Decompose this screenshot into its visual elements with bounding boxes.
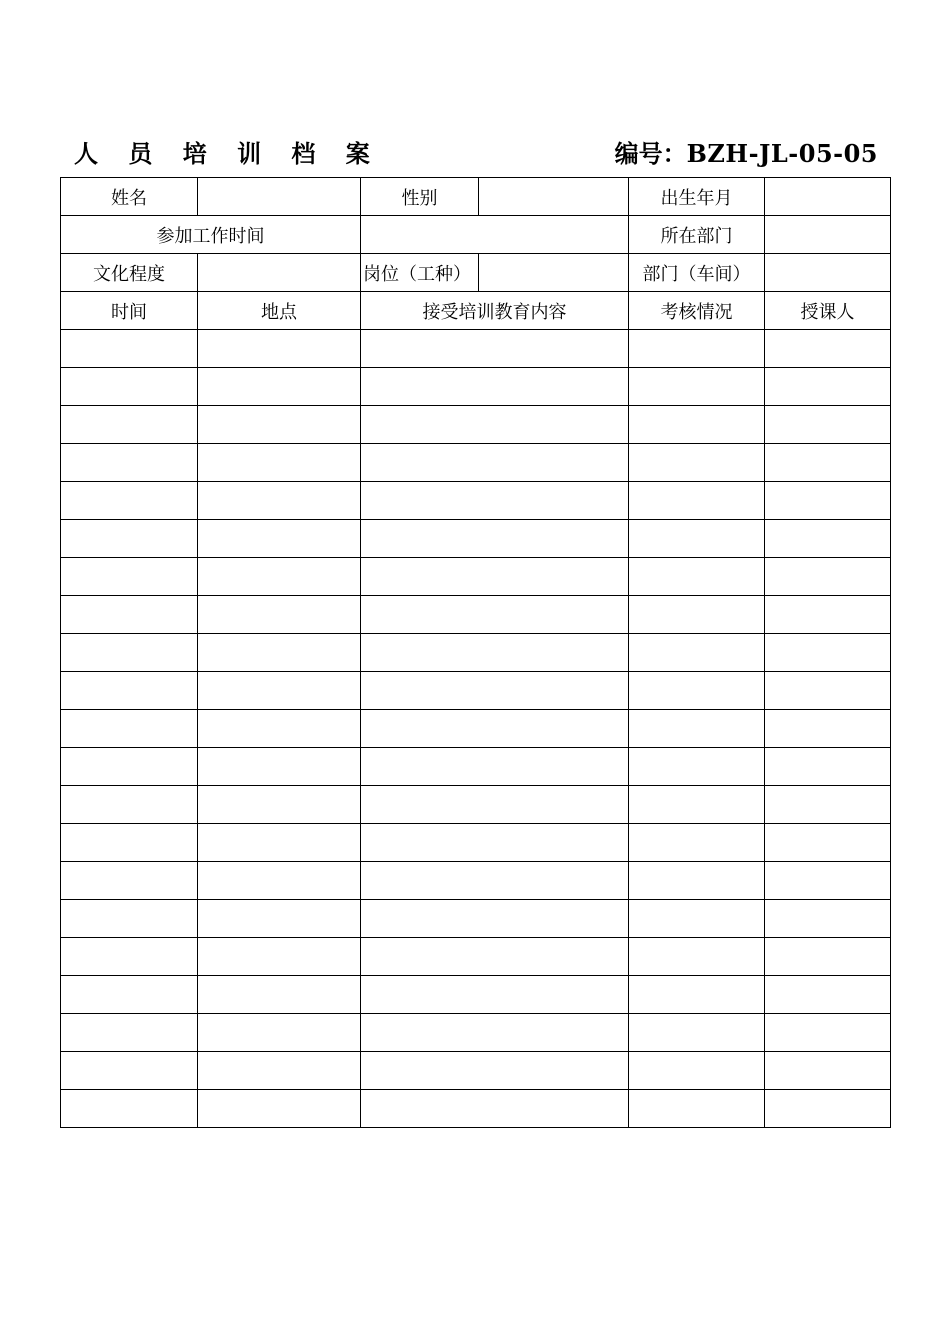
training-content-cell[interactable]	[361, 900, 629, 938]
time-cell[interactable]	[61, 444, 198, 482]
time-cell[interactable]	[61, 786, 198, 824]
location-cell[interactable]	[198, 368, 361, 406]
birth-date-field[interactable]	[765, 178, 891, 216]
table-row	[61, 900, 891, 938]
instructor-cell[interactable]	[765, 786, 891, 824]
table-row	[61, 710, 891, 748]
column-header-time: 时间	[61, 292, 198, 330]
location-cell[interactable]	[198, 1052, 361, 1090]
time-cell[interactable]	[61, 558, 198, 596]
training-content-cell[interactable]	[361, 824, 629, 862]
education-label: 文化程度	[61, 254, 198, 292]
document-number	[615, 134, 878, 169]
info-row-3	[61, 254, 891, 292]
location-cell[interactable]	[198, 634, 361, 672]
training-content-cell[interactable]	[361, 710, 629, 748]
instructor-cell[interactable]	[765, 444, 891, 482]
training-content-cell[interactable]	[361, 444, 629, 482]
instructor-cell[interactable]	[765, 330, 891, 368]
birth-date-label: 出生年月	[629, 178, 765, 216]
assessment-cell[interactable]	[629, 596, 765, 634]
table-row	[61, 938, 891, 976]
training-content-cell[interactable]	[361, 748, 629, 786]
records-header-row	[61, 292, 891, 330]
assessment-cell[interactable]	[629, 672, 765, 710]
assessment-cell[interactable]	[629, 1090, 765, 1128]
location-cell[interactable]	[198, 520, 361, 558]
assessment-cell[interactable]	[629, 482, 765, 520]
training-content-cell[interactable]	[361, 1014, 629, 1052]
table-row	[61, 862, 891, 900]
assessment-cell[interactable]	[629, 748, 765, 786]
position-label: 岗位（工种）	[361, 254, 479, 292]
training-content-cell[interactable]	[361, 558, 629, 596]
instructor-cell[interactable]	[765, 406, 891, 444]
time-cell[interactable]	[61, 520, 198, 558]
instructor-cell[interactable]	[765, 672, 891, 710]
instructor-cell[interactable]	[765, 634, 891, 672]
instructor-cell[interactable]	[765, 824, 891, 862]
training-record-table	[60, 177, 891, 1128]
instructor-cell[interactable]	[765, 482, 891, 520]
training-content-cell[interactable]	[361, 862, 629, 900]
instructor-cell[interactable]	[765, 368, 891, 406]
assessment-cell[interactable]	[629, 634, 765, 672]
training-content-cell[interactable]	[361, 1052, 629, 1090]
document-number-label: 编号：	[614, 140, 687, 168]
training-content-cell[interactable]	[361, 976, 629, 1014]
position-field[interactable]	[479, 254, 629, 292]
column-header-training-content: 接受培训教育内容	[361, 292, 629, 330]
instructor-cell[interactable]	[765, 938, 891, 976]
time-cell[interactable]	[61, 596, 198, 634]
location-cell[interactable]	[198, 1014, 361, 1052]
instructor-cell[interactable]	[765, 862, 891, 900]
time-cell[interactable]	[61, 1052, 198, 1090]
assessment-cell[interactable]	[629, 406, 765, 444]
instructor-cell[interactable]	[765, 520, 891, 558]
info-row-2	[61, 216, 891, 254]
time-cell[interactable]	[61, 862, 198, 900]
training-content-cell[interactable]	[361, 1090, 629, 1128]
location-cell[interactable]	[198, 482, 361, 520]
gender-field[interactable]	[479, 178, 629, 216]
column-header-assessment: 考核情况	[629, 292, 765, 330]
table-row	[61, 672, 891, 710]
location-cell[interactable]	[198, 558, 361, 596]
training-content-cell[interactable]	[361, 368, 629, 406]
gender-label: 性别	[361, 178, 479, 216]
page-title: 人 员 培 训 档 案	[74, 140, 381, 168]
assessment-cell[interactable]	[629, 368, 765, 406]
instructor-cell[interactable]	[765, 900, 891, 938]
time-cell[interactable]	[61, 672, 198, 710]
assessment-cell[interactable]	[629, 1014, 765, 1052]
department-field[interactable]	[765, 216, 891, 254]
training-content-cell[interactable]	[361, 672, 629, 710]
instructor-cell[interactable]	[765, 710, 891, 748]
table-row	[61, 976, 891, 1014]
workshop-field[interactable]	[765, 254, 891, 292]
location-cell[interactable]	[198, 748, 361, 786]
assessment-cell[interactable]	[629, 520, 765, 558]
column-header-instructor: 授课人	[765, 292, 891, 330]
location-cell[interactable]	[198, 824, 361, 862]
table-row	[61, 634, 891, 672]
location-cell[interactable]	[198, 862, 361, 900]
location-cell[interactable]	[198, 900, 361, 938]
assessment-cell[interactable]	[629, 330, 765, 368]
assessment-cell[interactable]	[629, 862, 765, 900]
location-cell[interactable]	[198, 406, 361, 444]
table-row	[61, 786, 891, 824]
training-content-cell[interactable]	[361, 482, 629, 520]
location-cell[interactable]	[198, 596, 361, 634]
time-cell[interactable]	[61, 938, 198, 976]
time-cell[interactable]	[61, 1014, 198, 1052]
time-cell[interactable]	[61, 1090, 198, 1128]
time-cell[interactable]	[61, 710, 198, 748]
table-row	[61, 1052, 891, 1090]
location-cell[interactable]	[198, 786, 361, 824]
table-row	[61, 444, 891, 482]
time-cell[interactable]	[61, 330, 198, 368]
instructor-cell[interactable]	[765, 1014, 891, 1052]
name-label: 姓名	[61, 178, 198, 216]
work-start-field[interactable]	[361, 216, 629, 254]
assessment-cell[interactable]	[629, 976, 765, 1014]
time-cell[interactable]	[61, 634, 198, 672]
location-cell[interactable]	[198, 976, 361, 1014]
time-cell[interactable]	[61, 900, 198, 938]
training-content-cell[interactable]	[361, 596, 629, 634]
table-row	[61, 520, 891, 558]
time-cell[interactable]	[61, 824, 198, 862]
table-row	[61, 406, 891, 444]
table-row	[61, 596, 891, 634]
location-cell[interactable]	[198, 1090, 361, 1128]
table-row	[61, 482, 891, 520]
instructor-cell[interactable]	[765, 1052, 891, 1090]
table-row	[61, 748, 891, 786]
name-field[interactable]	[198, 178, 361, 216]
training-content-cell[interactable]	[361, 330, 629, 368]
instructor-cell[interactable]	[765, 976, 891, 1014]
assessment-cell[interactable]	[629, 786, 765, 824]
time-cell[interactable]	[61, 976, 198, 1014]
education-field[interactable]	[198, 254, 361, 292]
time-cell[interactable]	[61, 482, 198, 520]
training-content-cell[interactable]	[361, 520, 629, 558]
training-content-cell[interactable]	[361, 938, 629, 976]
info-row-1	[61, 178, 891, 216]
location-cell[interactable]	[198, 710, 361, 748]
department-label: 所在部门	[629, 216, 765, 254]
location-cell[interactable]	[198, 444, 361, 482]
table-row	[61, 330, 891, 368]
training-content-cell[interactable]	[361, 406, 629, 444]
time-cell[interactable]	[61, 406, 198, 444]
workshop-label: 部门（车间）	[629, 254, 765, 292]
assessment-cell[interactable]	[629, 938, 765, 976]
document-number-value: BZH-JL-05-05	[686, 139, 878, 168]
table-row	[61, 1014, 891, 1052]
assessment-cell[interactable]	[629, 900, 765, 938]
assessment-cell[interactable]	[629, 710, 765, 748]
assessment-cell[interactable]	[629, 824, 765, 862]
table-row	[61, 558, 891, 596]
training-content-cell[interactable]	[361, 786, 629, 824]
column-header-location: 地点	[198, 292, 361, 330]
table-row	[61, 368, 891, 406]
time-cell[interactable]	[61, 748, 198, 786]
time-cell[interactable]	[61, 368, 198, 406]
location-cell[interactable]	[198, 330, 361, 368]
instructor-cell[interactable]	[765, 748, 891, 786]
instructor-cell[interactable]	[765, 1090, 891, 1128]
instructor-cell[interactable]	[765, 596, 891, 634]
instructor-cell[interactable]	[765, 558, 891, 596]
table-row	[61, 1090, 891, 1128]
location-cell[interactable]	[198, 938, 361, 976]
assessment-cell[interactable]	[629, 444, 765, 482]
assessment-cell[interactable]	[629, 558, 765, 596]
work-start-label: 参加工作时间	[61, 216, 361, 254]
table-row	[61, 824, 891, 862]
assessment-cell[interactable]	[629, 1052, 765, 1090]
training-content-cell[interactable]	[361, 634, 629, 672]
location-cell[interactable]	[198, 672, 361, 710]
